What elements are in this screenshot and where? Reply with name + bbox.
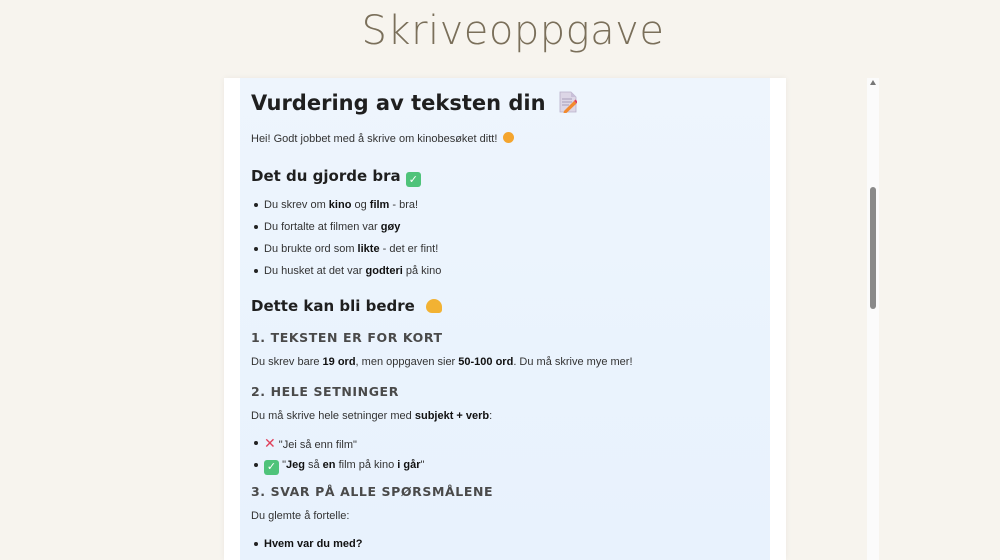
check-mark-button-icon: ✓ xyxy=(406,172,421,187)
point1-title: 1. TEKSTEN ER FOR KORT xyxy=(251,330,443,345)
smiling-face-icon xyxy=(503,132,514,143)
point1-text: Du skrev bare 19 ord, men oppgaven sier 50-100 ord. Du må skrive mye mer! xyxy=(251,356,633,368)
scroll-up-arrow-icon[interactable] xyxy=(870,80,876,85)
good-list xyxy=(251,198,770,286)
good-heading-text: Det du gjorde bra xyxy=(251,167,401,185)
page-title: Skriveoppgave xyxy=(361,8,665,54)
point2-title: 2. HELE SETNINGER xyxy=(251,384,399,399)
list-item: Du fortalte at filmen var gøy xyxy=(251,220,770,242)
memo-pencil-icon xyxy=(559,91,577,113)
good-section-heading xyxy=(251,166,770,187)
cross-mark-icon: ✕ xyxy=(264,435,276,451)
feedback-title-text: Vurdering av teksten din xyxy=(251,91,546,115)
list-item: Du skrev om kino og film - bra! xyxy=(251,198,770,220)
feedback-content xyxy=(240,78,770,560)
improve-heading-text: Dette kan bli bedre xyxy=(251,297,415,315)
point3-title: 3. SVAR PÅ ALLE SPØRSMÅLENE xyxy=(251,484,494,499)
point3-intro: Du glemte å fortelle: xyxy=(251,510,350,522)
wrong-example: ✕ "Jei så enn film" xyxy=(251,436,770,458)
feedback-panel xyxy=(224,78,786,560)
point2-text: Du må skrive hele setninger med subjekt + verb: xyxy=(251,410,493,422)
right-example: ✓ "Jeg så en film på kino i går" xyxy=(251,458,770,480)
list-item: Du brukte ord som likte - det er fint! xyxy=(251,242,770,264)
scrollbar[interactable] xyxy=(867,78,879,560)
greeting-text xyxy=(251,132,770,146)
check-mark-button-icon: ✓ xyxy=(264,460,279,475)
example-list xyxy=(251,436,770,480)
greeting-label: Hei! Godt jobbet med å skrive om kinobesøket ditt! xyxy=(251,133,498,145)
list-item: Du husket at det var godteri på kino xyxy=(251,264,770,286)
feedback-title xyxy=(251,90,770,120)
scrollbar-thumb[interactable] xyxy=(870,187,876,309)
missing-list xyxy=(251,537,770,559)
improve-section-heading xyxy=(251,296,770,316)
list-item: Hvem var du med? xyxy=(251,537,770,559)
flexed-biceps-icon xyxy=(426,299,442,313)
